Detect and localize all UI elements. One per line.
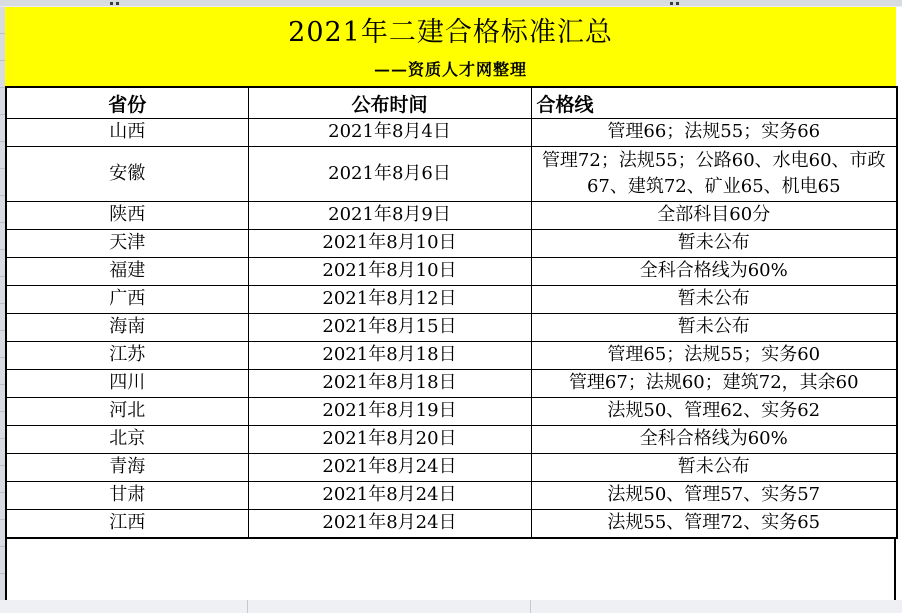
table-row <box>6 510 897 539</box>
date-cell[interactable]: 2021年8月20日 <box>248 426 531 454</box>
province-cell[interactable]: 陕西 <box>6 202 248 230</box>
date-cell[interactable]: 2021年8月24日 <box>248 482 531 510</box>
score-line-cell[interactable]: 管理72；法规55；公路60、水电60、市政67、建筑72、矿业65、机电65 <box>531 147 897 202</box>
province-cell[interactable]: 安徽 <box>6 147 248 202</box>
province-cell[interactable]: 广西 <box>6 286 248 314</box>
score-line-cell[interactable]: 暂未公布 <box>531 314 897 342</box>
score-line-cell[interactable]: 暂未公布 <box>531 454 897 482</box>
header-row <box>6 87 897 119</box>
score-line-cell[interactable]: 管理66；法规55；实务66 <box>531 119 897 147</box>
table-row <box>6 454 897 482</box>
province-cell[interactable]: 海南 <box>6 314 248 342</box>
table-row <box>6 230 897 258</box>
province-cell[interactable]: 江苏 <box>6 342 248 370</box>
table-row <box>6 147 897 202</box>
province-cell[interactable]: 青海 <box>6 454 248 482</box>
table-row <box>6 258 897 286</box>
gridline <box>247 600 248 613</box>
date-cell[interactable]: 2021年8月15日 <box>248 314 531 342</box>
province-cell[interactable]: 福建 <box>6 258 248 286</box>
table-row <box>6 342 897 370</box>
score-line-cell[interactable]: 暂未公布 <box>531 230 897 258</box>
gridline <box>530 600 531 613</box>
page-title: 2021年二建合格标准汇总 <box>288 17 613 48</box>
results-table <box>5 86 898 539</box>
province-cell[interactable]: 山西 <box>6 119 248 147</box>
table-wrap <box>5 86 896 613</box>
score-line-cell[interactable]: 管理65；法规55；实务60 <box>531 342 897 370</box>
table-row <box>6 202 897 230</box>
column-letter-mark <box>110 2 113 5</box>
col-header-line[interactable]: 合格线 <box>531 87 897 119</box>
province-cell[interactable]: 天津 <box>6 230 248 258</box>
date-cell[interactable]: 2021年8月4日 <box>248 119 531 147</box>
table-row <box>6 398 897 426</box>
date-cell[interactable]: 2021年8月18日 <box>248 342 531 370</box>
score-line-cell[interactable]: 管理67；法规60；建筑72，其余60 <box>531 370 897 398</box>
page-subtitle: ——资质人才网整理 <box>373 60 527 79</box>
date-cell[interactable]: 2021年8月24日 <box>248 510 531 539</box>
table-row <box>6 314 897 342</box>
column-header-strip <box>0 0 902 7</box>
outside-grid-area <box>0 600 902 613</box>
banner[interactable] <box>5 7 896 86</box>
column-letter-mark <box>670 2 673 5</box>
score-line-cell[interactable]: 法规50、管理57、实务57 <box>531 482 897 510</box>
province-cell[interactable]: 甘肃 <box>6 482 248 510</box>
col-header-province[interactable]: 省份 <box>6 87 248 119</box>
date-cell[interactable]: 2021年8月9日 <box>248 202 531 230</box>
date-cell[interactable]: 2021年8月18日 <box>248 370 531 398</box>
date-cell[interactable]: 2021年8月6日 <box>248 147 531 202</box>
score-line-cell[interactable]: 全科合格线为60% <box>531 258 897 286</box>
table-row <box>6 482 897 510</box>
score-line-cell[interactable]: 全科合格线为60% <box>531 426 897 454</box>
date-cell[interactable]: 2021年8月10日 <box>248 230 531 258</box>
score-line-cell[interactable]: 暂未公布 <box>531 286 897 314</box>
score-line-cell[interactable]: 法规50、管理62、实务62 <box>531 398 897 426</box>
score-line-cell[interactable]: 全部科目60分 <box>531 202 897 230</box>
table-row <box>6 119 897 147</box>
date-cell[interactable]: 2021年8月12日 <box>248 286 531 314</box>
province-cell[interactable]: 江西 <box>6 510 248 539</box>
table-body <box>6 119 897 539</box>
table-row <box>6 286 897 314</box>
province-cell[interactable]: 北京 <box>6 426 248 454</box>
score-line-cell[interactable]: 法规55、管理72、实务65 <box>531 510 897 539</box>
province-cell[interactable]: 四川 <box>6 370 248 398</box>
table-row <box>6 370 897 398</box>
table-row <box>6 426 897 454</box>
col-header-date[interactable]: 公布时间 <box>248 87 531 119</box>
province-cell[interactable]: 河北 <box>6 398 248 426</box>
date-cell[interactable]: 2021年8月10日 <box>248 258 531 286</box>
date-cell[interactable]: 2021年8月19日 <box>248 398 531 426</box>
date-cell[interactable]: 2021年8月24日 <box>248 454 531 482</box>
